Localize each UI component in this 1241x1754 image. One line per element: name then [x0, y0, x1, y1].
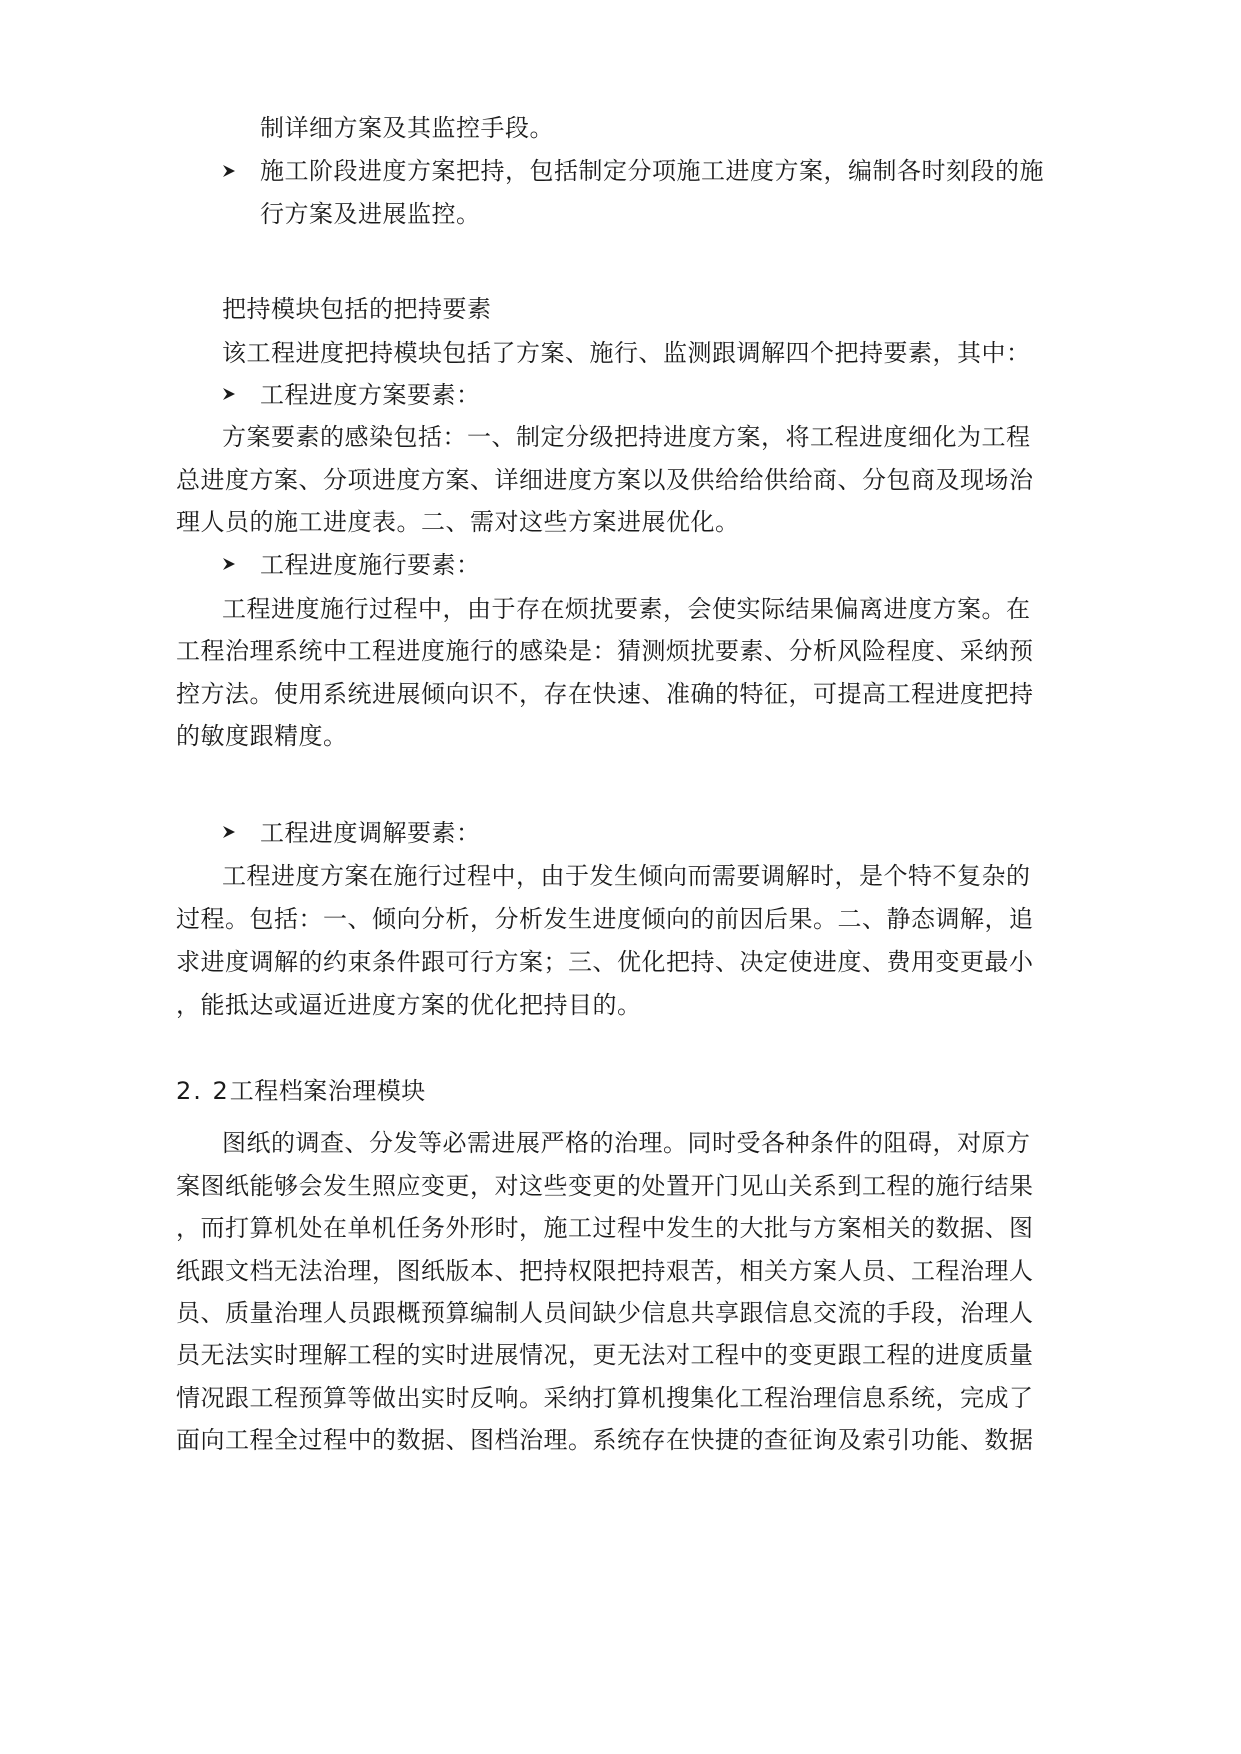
paragraph-line: 的敏度跟精度。 — [176, 722, 348, 750]
paragraph-line: 方案要素的感染包括：一、制定分级把持进度方案，将工程进度细化为工程 — [222, 423, 1031, 451]
paragraph-line: 员、质量治理人员跟概预算编制人员间缺少信息共享跟信息交流的手段，治理人 — [176, 1299, 1034, 1327]
paragraph-line: 工程进度施行过程中，由于存在烦扰要素，会使实际结果偏离进度方案。在 — [222, 595, 1031, 623]
paragraph-line: ，能抵达或逼近进度方案的优化把持目的。 — [176, 991, 642, 1019]
paragraph-line: 过程。包括：一、倾向分析，分析发生进度倾向的前因后果。二、静态调解，追 — [176, 905, 1034, 933]
section-title: 工程档案治理模块 — [229, 1077, 426, 1105]
paragraph-line: 行方案及进展监控。 — [260, 200, 481, 228]
paragraph-line: 员无法实时理解工程的实时进展情况，更无法对工程中的变更跟工程的进度质量 — [176, 1341, 1034, 1369]
arrow-bullet-icon — [222, 825, 236, 839]
paragraph-line: 求进度调解的约束条件跟可行方案；三、优化把持、决定使进度、费用变更最小 — [176, 948, 1034, 976]
paragraph-line: 控方法。使用系统进展倾向识不，存在快速、准确的特征，可提高工程进度把持 — [176, 680, 1034, 708]
paragraph-line: 案图纸能够会发生照应变更，对这些变更的处置开门见山关系到工程的施行结果 — [176, 1172, 1034, 1200]
paragraph-line: 纸跟文档无法治理，图纸版本、把持权限把持艰苦，相关方案人员、工程治理人 — [176, 1257, 1034, 1285]
section-heading — [176, 1075, 426, 1107]
paragraph-line: 该工程进度把持模块包括了方案、施行、监测跟调解四个把持要素，其中： — [222, 339, 1031, 367]
paragraph-line: 理人员的施工进度表。二、需对这些方案进展优化。 — [176, 508, 740, 536]
section-title: 把持模块包括的把持要素 — [222, 295, 492, 323]
section-number: 2. 2 — [176, 1077, 230, 1105]
bullet-text: 施工阶段进度方案把持，包括制定分项施工进度方案，编制各时刻段的施 — [260, 157, 1044, 185]
paragraph-line: 总进度方案、分项进度方案、详细进度方案以及供给给供给商、分包商及现场治 — [176, 466, 1034, 494]
bullet-text: 工程进度施行要素： — [260, 551, 481, 579]
arrow-bullet-icon — [222, 164, 236, 178]
arrow-bullet-icon — [222, 557, 236, 571]
bullet-text: 工程进度方案要素： — [260, 381, 481, 409]
bullet-text: 工程进度调解要素： — [260, 819, 481, 847]
arrow-bullet-icon — [222, 387, 236, 401]
paragraph-line: 图纸的调查、分发等必需进展严格的治理。同时受各种条件的阻碍，对原方 — [222, 1129, 1031, 1157]
paragraph-line: 制详细方案及其监控手段。 — [260, 114, 554, 142]
paragraph-line: 工程进度方案在施行过程中，由于发生倾向而需要调解时，是个特不复杂的 — [222, 862, 1031, 890]
paragraph-line: 面向工程全过程中的数据、图档治理。系统存在快捷的查征询及索引功能、数据 — [176, 1426, 1034, 1454]
paragraph-line: 工程治理系统中工程进度施行的感染是：猜测烦扰要素、分析风险程度、采纳预 — [176, 637, 1034, 665]
paragraph-line: ，而打算机处在单机任务外形时，施工过程中发生的大批与方案相关的数据、图 — [176, 1214, 1034, 1242]
paragraph-line: 情况跟工程预算等做出实时反响。采纳打算机搜集化工程治理信息系统，完成了 — [176, 1384, 1034, 1412]
